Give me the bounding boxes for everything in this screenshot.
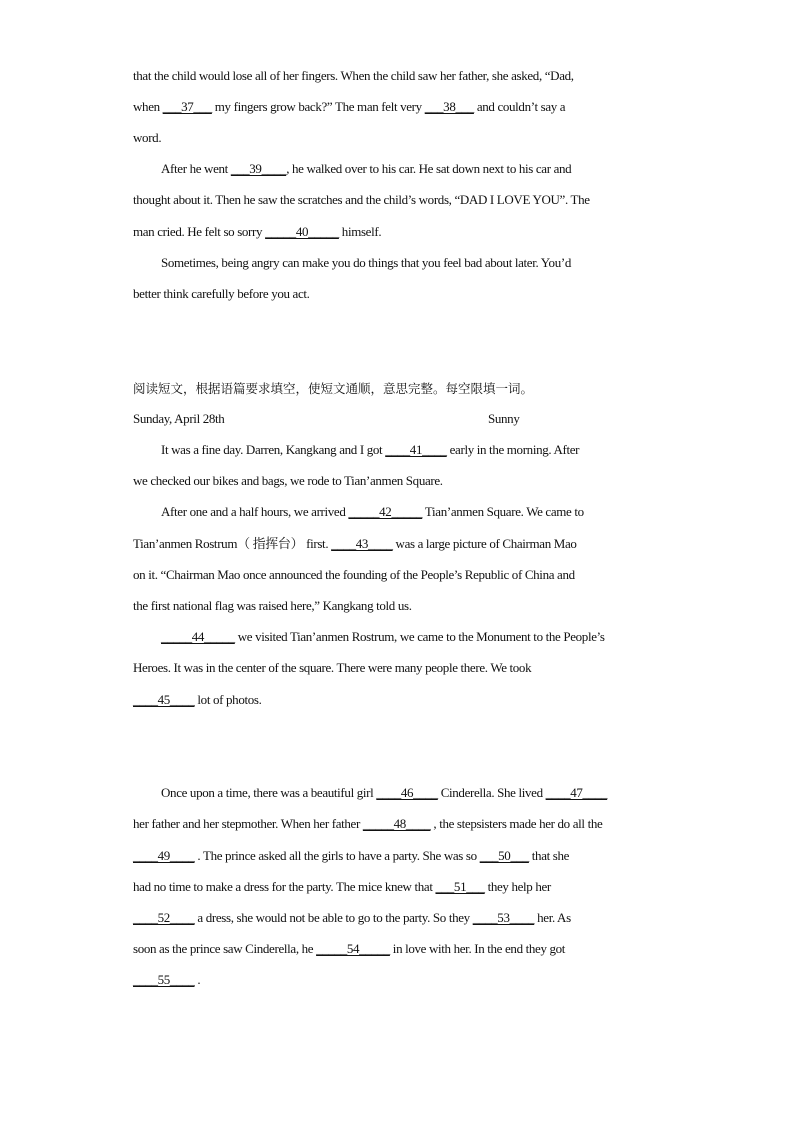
text-line: the first national flag was raised here,” Kangkang told us. <box>133 598 412 613</box>
blank-55[interactable]: ____55____ <box>133 972 195 987</box>
text-line: It was a fine day. Darren, Kangkang and I got ____41____ early in the morning. After <box>161 442 580 457</box>
text-line: _____44_____ we visited Tian’anmen Rostrum, we came to the Monument to the People’s <box>161 629 605 644</box>
blank-47[interactable]: ____47____ <box>545 785 608 800</box>
text-line: After he went ___39____, he walked over to his car. He sat down next to his car and <box>161 161 572 176</box>
blank-49[interactable]: ____49____ <box>133 848 195 863</box>
blank-52[interactable]: ____52____ <box>133 910 195 925</box>
blank-46[interactable]: ____46____ <box>376 785 438 800</box>
text-line: when ___37___ my fingers grow back?” The man felt very ___38___ and couldn’t say a <box>133 99 566 114</box>
blank-54[interactable]: _____54_____ <box>316 941 390 956</box>
blank-51[interactable]: ___51___ <box>435 879 485 894</box>
text-line: Heroes. It was in the center of the square. There were many people there. We took <box>133 660 532 675</box>
blank-48[interactable]: _____48____ <box>362 816 431 831</box>
instruction-text: 阅读短文，根据语篇要求填空，使短文通顺，意思完整。每空限填一词。 <box>133 381 534 396</box>
blank-50[interactable]: ___50___ <box>479 848 529 863</box>
text-line: better think carefully before you act. <box>133 286 310 301</box>
blank-40[interactable]: _____40_____ <box>265 224 339 239</box>
text-line: on it. “Chairman Mao once announced the founding of the People’s Republic of China and <box>133 567 575 582</box>
text-line: Tian’anmen Rostrum（ 指挥台） first. ____43____ was a large picture of Chairman Mao <box>133 536 577 551</box>
text-line: ____55____ . <box>133 972 201 987</box>
blank-38[interactable]: ___38___ <box>424 99 474 114</box>
diary-date: Sunday, April 28th <box>133 411 225 426</box>
blank-37[interactable]: ___37___ <box>162 99 212 114</box>
text-line: Once upon a time, there was a beautiful girl ____46____ Cinderella. She lived ____47____ <box>161 785 608 800</box>
text-line: that the child would lose all of her fingers. When the child saw her father, she asked, “Dad, <box>133 68 574 83</box>
diary-weather: Sunny <box>488 411 520 426</box>
text-line: After one and a half hours, we arrived _____42_____ Tian’anmen Square. We came to <box>161 504 584 519</box>
text-line: Sometimes, being angry can make you do things that you feel bad about later. You’d <box>161 255 571 270</box>
blank-45[interactable]: ____45____ <box>133 692 195 707</box>
text-line: ____49____ . The prince asked all the girls to have a party. She was so ___50___ that she <box>133 848 570 863</box>
blank-42[interactable]: _____42_____ <box>348 504 423 519</box>
text-line: we checked our bikes and bags, we rode to Tian’anmen Square. <box>133 473 443 488</box>
text-line: soon as the prince saw Cinderella, he _____54_____ in love with her. In the end they got <box>133 941 566 956</box>
text-line: had no time to make a dress for the party. The mice knew that ___51___ they help her <box>133 879 551 894</box>
blank-44[interactable]: _____44_____ <box>161 629 235 644</box>
blank-41[interactable]: ____41____ <box>385 442 447 457</box>
text-line: man cried. He felt so sorry _____40_____ himself. <box>133 224 382 239</box>
text-line: thought about it. Then he saw the scratches and the child’s words, “DAD I LOVE YOU”. The <box>133 192 590 207</box>
blank-53[interactable]: ____53____ <box>472 910 535 925</box>
blank-39[interactable]: ___39____ <box>230 161 287 176</box>
text-line: ____45____ lot of photos. <box>133 692 262 707</box>
text-line: her father and her stepmother. When her father _____48____ , the stepsisters made her do all the <box>133 816 603 831</box>
blank-43[interactable]: ____43____ <box>331 536 393 551</box>
text-line: word. <box>133 130 162 145</box>
text-line: ____52____ a dress, she would not be able to go to the party. So they ____53____ her. As <box>133 910 571 925</box>
